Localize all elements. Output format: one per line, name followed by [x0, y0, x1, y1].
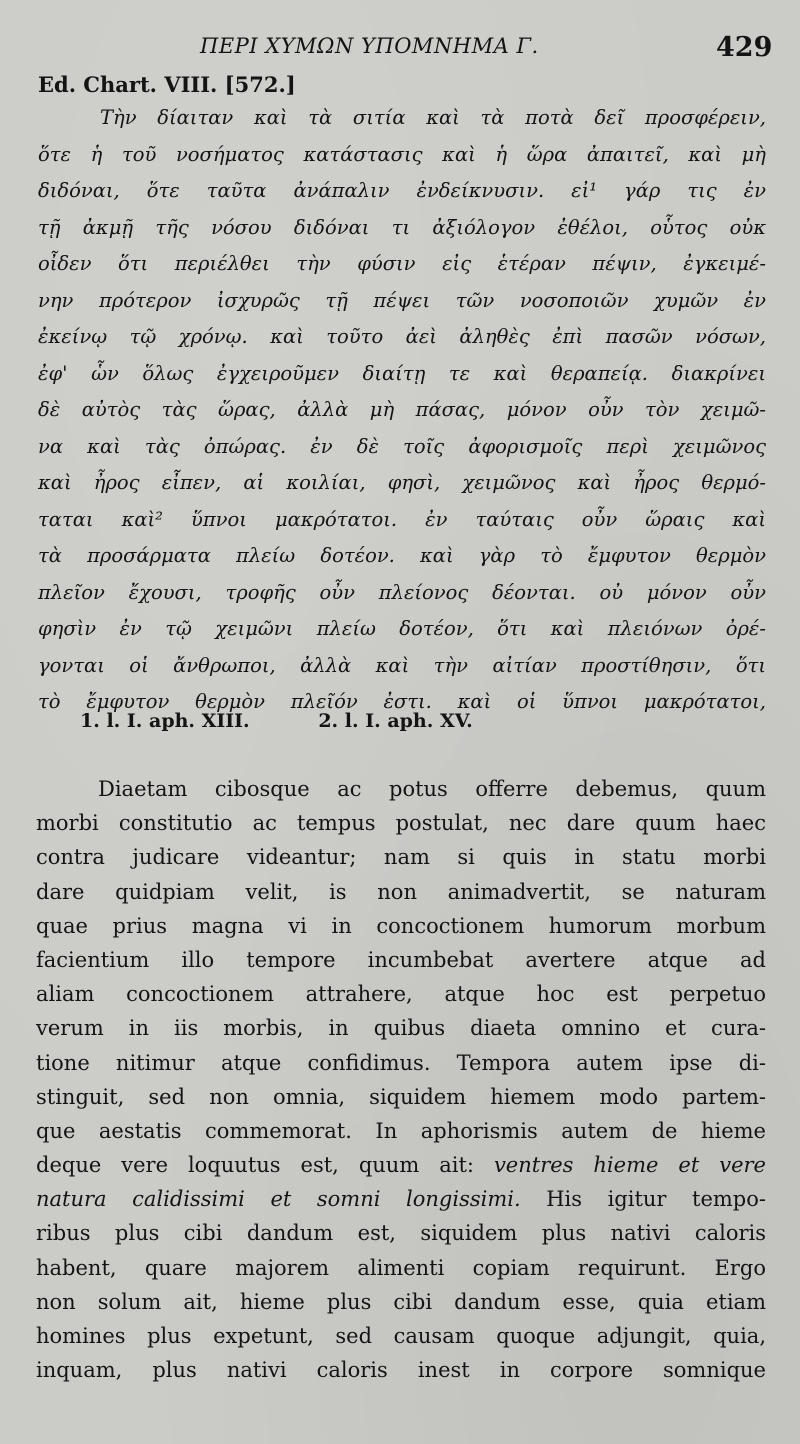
running-head: ΠΕΡΙ ΧΥΜΩΝ ΥΠΟΜΝΗΜΑ Γ. — [200, 34, 539, 58]
latin-line: morbi constitutio ac tempus postulat, nec dare quum haec — [36, 811, 766, 836]
aphorism-quote: natura calidissimi et somni longissimi. — [36, 1187, 521, 1212]
latin-line: aliam concoctionem attrahere, atque hoc est perpetuo — [36, 982, 766, 1007]
footnote: 1. l. I. aph. XIII. — [80, 710, 250, 732]
latin-line: dare quidpiam velit, is non animadvertit, se naturam — [36, 879, 766, 904]
greek-line: δὲ αὐτὸς τὰς ὥρας, ἀλλὰ μὴ πάσας, μόνον οὖν τὸν χειμῶ- — [38, 398, 766, 421]
greek-line: να καὶ τὰς ὀπώρας. ἐν δὲ τοῖς ἀφορισμοῖς περὶ χειμῶνος — [38, 434, 766, 458]
greek-line: φησὶν ἐν τῷ χειμῶνι πλείω δοτέον, ὅτι καὶ πλειόνων ὀρέ- — [38, 617, 766, 640]
edition-reference: Ed. Chart. VIII. [572.] — [38, 72, 296, 97]
latin-line: ribus plus cibi dandum est, siquidem plus nativi caloris — [36, 1221, 766, 1246]
latin-line: contra judicare videantur; nam si quis in statu morbi — [36, 845, 766, 870]
greek-line: γονται οἱ ἄνθρωποι, ἀλλὰ καὶ τὴν αἰτίαν προστίθησιν, ὅτι — [38, 653, 766, 677]
latin-line: non solum ait, hieme plus cibi dandum esse, quia etiam — [36, 1289, 766, 1314]
greek-line: ἐφ' ὧν ὅλως ἐγχειροῦμεν διαίτῃ τε καὶ θεραπείᾳ. διακρίνει — [38, 361, 766, 385]
latin-line: stinguit, sed non omnia, siquidem hiemem modo partem- — [36, 1084, 766, 1109]
greek-line: καὶ ἦρος εἶπεν, αἱ κοιλίαι, φησὶ, χειμῶνος καὶ ἦρος θερμό- — [38, 471, 766, 494]
latin-line: habent, quare majorem alimenti copiam requirunt. Ergo — [36, 1255, 766, 1280]
latin-line: quae prius magna vi in concoctionem humorum morbum — [36, 913, 766, 938]
latin-line — [36, 1148, 766, 1182]
greek-line: οἶδεν ὅτι περιέλθει τὴν φύσιν εἰς ἑτέραν πέψιν, ἐγκειμέ- — [38, 252, 766, 275]
latin-line: Diaetam cibosque ac potus offerre debemus, quum — [98, 777, 766, 801]
latin-line-text: deque vere loquutus est, quum ait: — [36, 1153, 474, 1178]
latin-line-text: His igitur tempo- — [546, 1187, 766, 1212]
greek-line: τὸ ἔμφυτον θερμὸν πλεῖόν ἐστι. καὶ οἱ ὕπνοι μακρότατοι, — [38, 690, 766, 713]
latin-line: tione nitimur atque confidimus. Tempora autem ipse di- — [36, 1050, 766, 1075]
latin-line: homines plus expetunt, sed causam quoque adjungit, quia, — [36, 1324, 766, 1348]
page-number: 429 — [716, 32, 773, 63]
greek-line: τῇ ἀκμῇ τῆς νόσου διδόναι τι ἀξιόλογον ἐθέλοι, οὗτος οὐκ — [38, 215, 766, 239]
latin-text-block — [36, 772, 766, 1387]
greek-line: ταται καὶ² ὕπνοι μακρότατοι. ἐν ταύταις οὖν ὥραις καὶ — [38, 507, 766, 531]
latin-line: inquam, plus nativi caloris inest in corpore somnique — [36, 1358, 766, 1383]
greek-text-block — [38, 100, 766, 721]
greek-line: Τὴν δίαιταν καὶ τὰ σιτία καὶ τὰ ποτὰ δεῖ προσφέρειν, — [100, 106, 766, 129]
latin-line: que aestatis commemorat. In aphorismis autem de hieme — [36, 1118, 766, 1143]
greek-line: διδόναι, ὅτε ταῦτα ἀνάπαλιν ἐνδείκνυσιν. εἰ¹ γάρ τις ἐν — [38, 179, 766, 202]
greek-line: νην πρότερον ἰσχυρῶς τῇ πέψει τῶν νοσοποιῶν χυμῶν ἐν — [38, 288, 766, 312]
greek-line: πλεῖον ἔχουσι, τροφῆς οὖν πλείονος δέονται. οὐ μόνον οὖν — [38, 580, 766, 604]
greek-line: τὰ προσάρματα πλείω δοτέον. καὶ γὰρ τὸ ἔμφυτον θερμὸν — [38, 544, 766, 567]
latin-line: facientium illo tempore incumbebat avertere atque ad — [36, 947, 766, 972]
footnote: 2. l. I. aph. XV. — [318, 710, 473, 732]
greek-line: ὅτε ἡ τοῦ νοσήματος κατάστασις καὶ ἡ ὥρα ἀπαιτεῖ, καὶ μὴ — [38, 142, 766, 166]
latin-line: verum in iis morbis, in quibus diaeta omnino et cura- — [36, 1016, 766, 1041]
greek-line: ἐκείνῳ τῷ χρόνῳ. καὶ τοῦτο ἀεὶ ἀληθὲς ἐπὶ πασῶν νόσων, — [38, 325, 766, 348]
latin-line — [36, 1182, 766, 1216]
aphorism-quote: ventres hieme et vere — [493, 1153, 766, 1178]
footnotes — [80, 710, 535, 732]
